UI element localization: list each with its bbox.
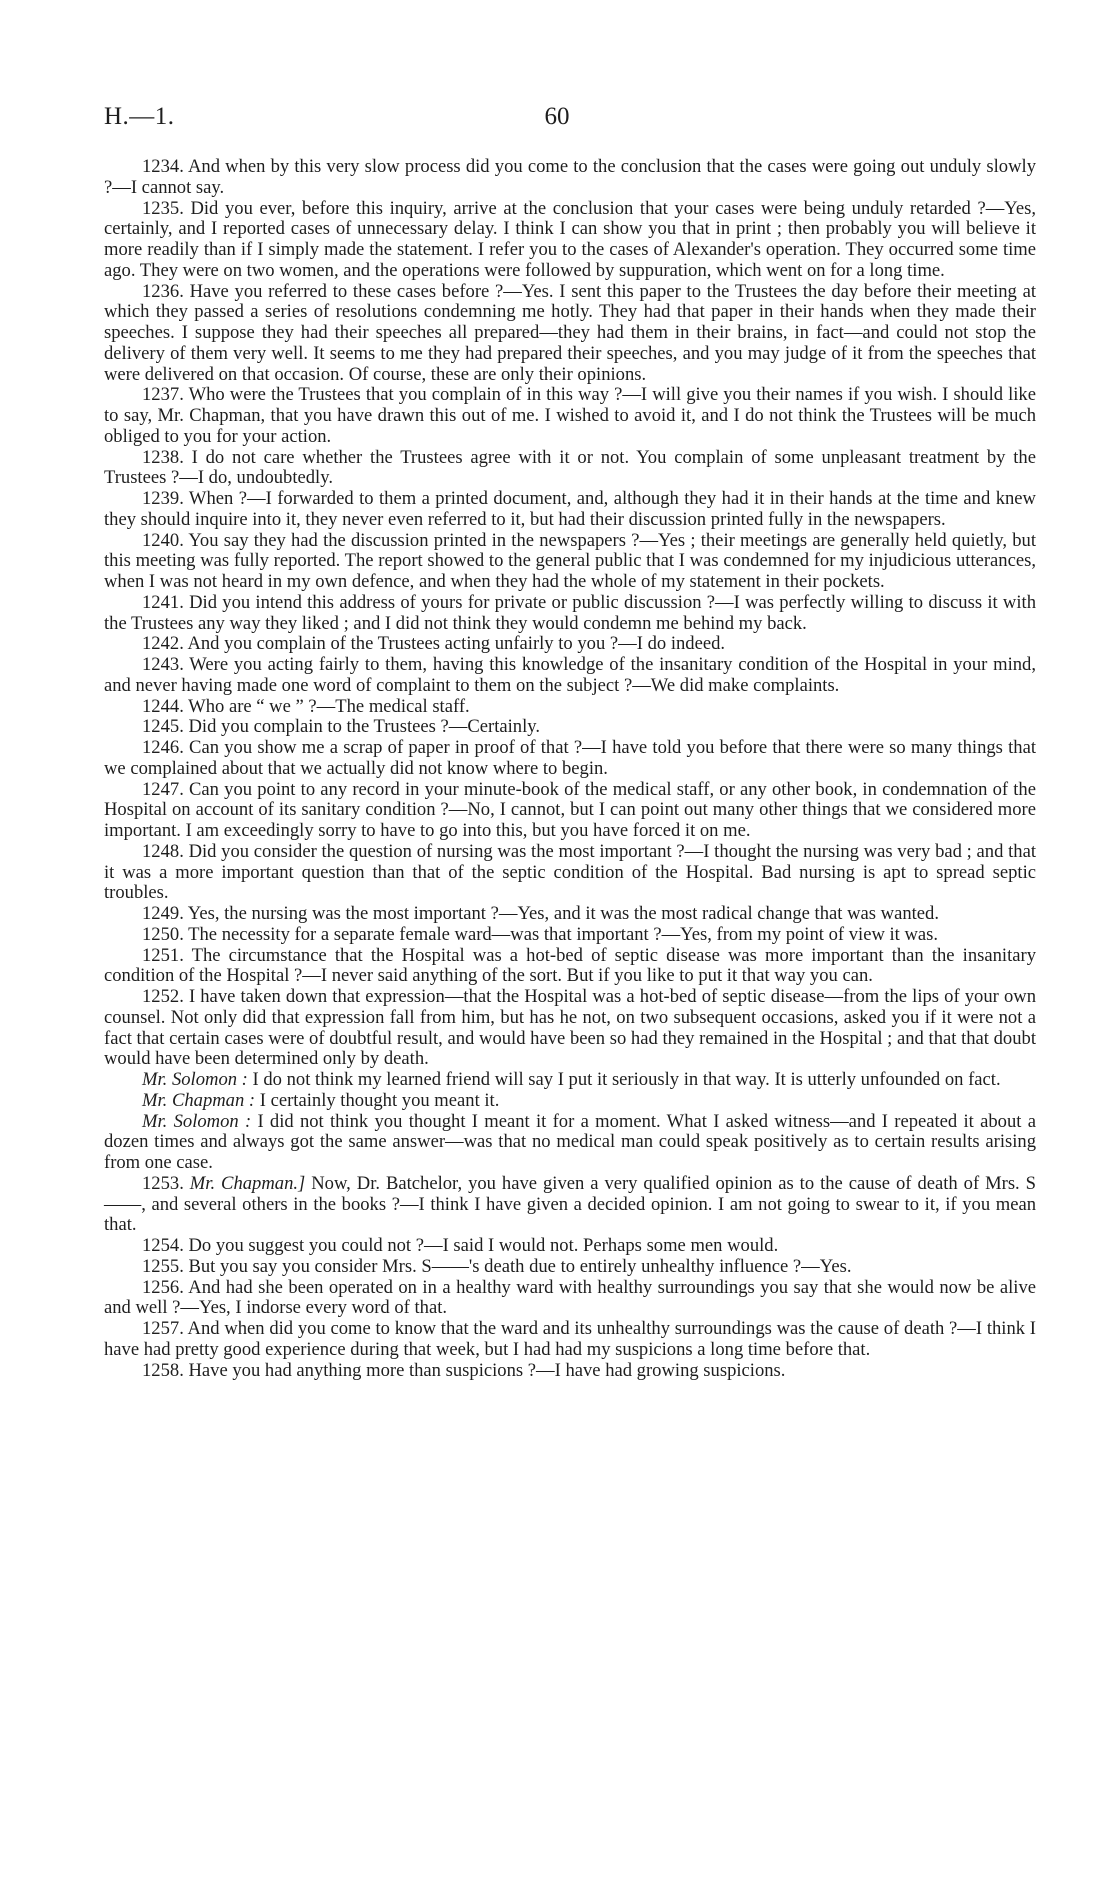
paragraph bbox=[104, 489, 1036, 531]
paragraph bbox=[104, 1257, 1036, 1278]
speaker-name: Mr. Solomon : bbox=[142, 1110, 252, 1132]
speaker-name: Mr. Solomon : bbox=[142, 1069, 248, 1090]
paragraph-text: I did not think you thought I meant it for a moment. What I asked witness—and I repeated it about a dozen times and always got the same answer—was that no medical man could speak positively as to certain results arising from one case. bbox=[104, 1110, 1036, 1173]
evidence-text bbox=[104, 157, 1036, 1381]
paragraph bbox=[104, 634, 1036, 655]
page-header bbox=[104, 103, 1010, 137]
paragraph bbox=[104, 282, 1036, 386]
paragraph bbox=[104, 987, 1036, 1070]
paragraph bbox=[104, 925, 1036, 946]
paragraph-text: 1250. The necessity for a separate female ward—was that important ?—Yes, from my point of view it was. bbox=[142, 923, 939, 945]
paragraph bbox=[104, 199, 1036, 282]
question-number: 1253. bbox=[142, 1172, 190, 1194]
paragraph bbox=[104, 1174, 1036, 1236]
paragraph-text: 1237. Who were the Trustees that you complain of in this way ?—I will give you their names if you wish. I should like to say, Mr. Chapman, that you have drawn this out of me. I wished to avoid it, and I do not think the Trustees will be much obliged to you for your action. bbox=[104, 384, 1036, 447]
paragraph-text: 1242. And you complain of the Trustees acting unfairly to you ?—I do indeed. bbox=[142, 633, 726, 655]
speaker-name: Mr. Chapman.] bbox=[189, 1172, 306, 1194]
paragraph-text: I certainly thought you meant it. bbox=[255, 1089, 500, 1111]
paragraph-text: 1258. Have you had anything more than suspicions ?—I have had growing suspicions. bbox=[142, 1359, 786, 1381]
paragraph bbox=[104, 1236, 1036, 1257]
paragraph-text: 1252. I have taken down that expression—that the Hospital was a hot-bed of septic disease—from the lips of your own counsel. Not only did that expression fall from him, but has he not, on two subsequent occasions, asked you if it were not a fact that certain cases were of doubtful result, and would have been so had they remained in the Hospital ; and that that doubt would have been determined only by death. bbox=[104, 986, 1036, 1070]
paragraph-text: 1256. And had she been operated on in a healthy ward with healthy surroundings you say that she would now be alive and well ?—Yes, I indorse every word of that. bbox=[104, 1276, 1036, 1319]
paragraph bbox=[104, 717, 1036, 738]
document-reference: H.—1. bbox=[104, 103, 175, 130]
paragraph bbox=[104, 448, 1036, 490]
paragraph-text: 1249. Yes, the nursing was the most important ?—Yes, and it was the most radical change that was wanted. bbox=[142, 903, 939, 924]
paragraph-text: I do not think my learned friend will say I put it seriously in that way. It is utterly unfounded on fact. bbox=[247, 1069, 1001, 1090]
paragraph-text: 1239. When ?—I forwarded to them a printed document, and, although they had it in their hands at the time and knew they should inquire into it, they never even referred to it, but had their discussion printed fully in the newspapers. bbox=[104, 488, 1036, 530]
page-number: 60 bbox=[544, 103, 570, 130]
paragraph bbox=[104, 946, 1036, 988]
paragraph-text: 1234. And when by this very slow process did you come to the conclusion that the cases were going out unduly slowly ?—I cannot say. bbox=[104, 156, 1036, 198]
paragraph-text: 1244. Who are “ we ” ?—The medical staff. bbox=[142, 695, 470, 717]
paragraph bbox=[104, 1070, 1036, 1091]
paragraph-text: 1238. I do not care whether the Trustees agree with it or not. You complain of some unpleasant treatment by the Trustees ?—I do, undoubtedly. bbox=[104, 446, 1036, 489]
paragraph bbox=[104, 1361, 1036, 1382]
paragraph-text: 1255. But you say you consider Mrs. S——'s death due to entirely unhealthy influence ?—Yes. bbox=[142, 1255, 852, 1277]
paragraph-text: 1251. The circumstance that the Hospital was a hot-bed of septic disease was more important than the insanitary condition of the Hospital ?—I never said anything of the sort. But if you like to put it that way you can. bbox=[104, 944, 1036, 987]
paragraph bbox=[104, 1319, 1036, 1361]
paragraph bbox=[104, 157, 1036, 199]
paragraph bbox=[104, 904, 1036, 925]
paragraph bbox=[104, 738, 1036, 780]
paragraph-text: 1247. Can you point to any record in your minute-book of the medical staff, or any other book, in condemnation of the Hospital on account of its sanitary condition ?—No, I cannot, but I can point out many other things that we considered more important. I am exceedingly sorry to have to go into this, but you have forced it on me. bbox=[104, 778, 1036, 841]
paragraph-text: 1236. Have you referred to these cases before ?—Yes. I sent this paper to the Trustees the day before their meeting at which they passed a series of resolutions condemning me hotly. They had that paper in their hands when they made their speeches. I suppose they had their speeches all prepared—they had them in their brains, in fact—and could not stop the delivery of them very well. It seems to me they had prepared their speeches, and you may judge of it from the speeches that were delivered on that occasion. Of course, these are only their opinions. bbox=[104, 280, 1036, 385]
paragraph bbox=[104, 1112, 1036, 1174]
paragraph-text: 1245. Did you complain to the Trustees ?—Certainly. bbox=[142, 716, 541, 738]
paragraph-text: 1248. Did you consider the question of nursing was the most important ?—I thought the nursing was very bad ; and that it was a more important question than that of the septic condition of the Hospital. Bad nursing is apt to spread septic troubles. bbox=[104, 840, 1036, 904]
paragraph bbox=[104, 842, 1036, 904]
paragraph-text: Now, Dr. Batchelor, you have given a very qualified opinion as to the cause of death of Mrs. S——, and several others in the books ?—I think I have given a decided opinion. I am not going to swear to it, if you mean that. bbox=[104, 1172, 1036, 1236]
paragraph-text: 1243. Were you acting fairly to them, having this knowledge of the insanitary condition of the Hospital in your mind, and never having made one word of complaint to them on the subject ?—We did make complaints. bbox=[104, 654, 1036, 696]
paragraph bbox=[104, 593, 1036, 635]
paragraph bbox=[104, 1278, 1036, 1320]
paragraph bbox=[104, 531, 1036, 593]
paragraph-text: 1235. Did you ever, before this inquiry, arrive at the conclusion that your cases were being unduly retarded ?—Yes, certainly, and I reported cases of unnecessary delay. I think I can show you that in print ; then probably you will believe it more readily than if I simply made the statement. I refer you to the cases of Alexander's operation. They occurred some time ago. They were on two women, and the operations were followed by suppuration, which went on for a long time. bbox=[104, 197, 1036, 281]
paragraph bbox=[104, 780, 1036, 842]
paragraph bbox=[104, 385, 1036, 447]
paragraph-text: 1246. Can you show me a scrap of paper in proof of that ?—I have told you before that there were so many things that we complained about that we actually did not know where to begin. bbox=[104, 737, 1036, 779]
speaker-name: Mr. Chapman : bbox=[142, 1089, 256, 1111]
paragraph-text: 1241. Did you intend this address of yours for private or public discussion ?—I was perfectly willing to discuss it with the Trustees any way they liked ; and I did not think they would condemn me behind my back. bbox=[104, 591, 1036, 634]
paragraph bbox=[104, 697, 1036, 718]
paragraph-text: 1257. And when did you come to know that the ward and its unhealthy surroundings was the cause of death ?—I think I have had pretty good experience during that week, but I had had my suspicions a long time before that. bbox=[104, 1318, 1036, 1360]
paragraph bbox=[104, 655, 1036, 697]
paragraph-text: 1254. Do you suggest you could not ?—I said I would not. Perhaps some men would. bbox=[142, 1235, 779, 1256]
paragraph-text: 1240. You say they had the discussion printed in the newspapers ?—Yes ; their meetings are generally held quietly, but this meeting was fully reported. The report showed to the general public that I was condemned for my injudicious utterances, when I was not heard in my own defence, and when they had the whole of my statement in their pockets. bbox=[104, 529, 1036, 592]
paragraph bbox=[104, 1091, 1036, 1112]
